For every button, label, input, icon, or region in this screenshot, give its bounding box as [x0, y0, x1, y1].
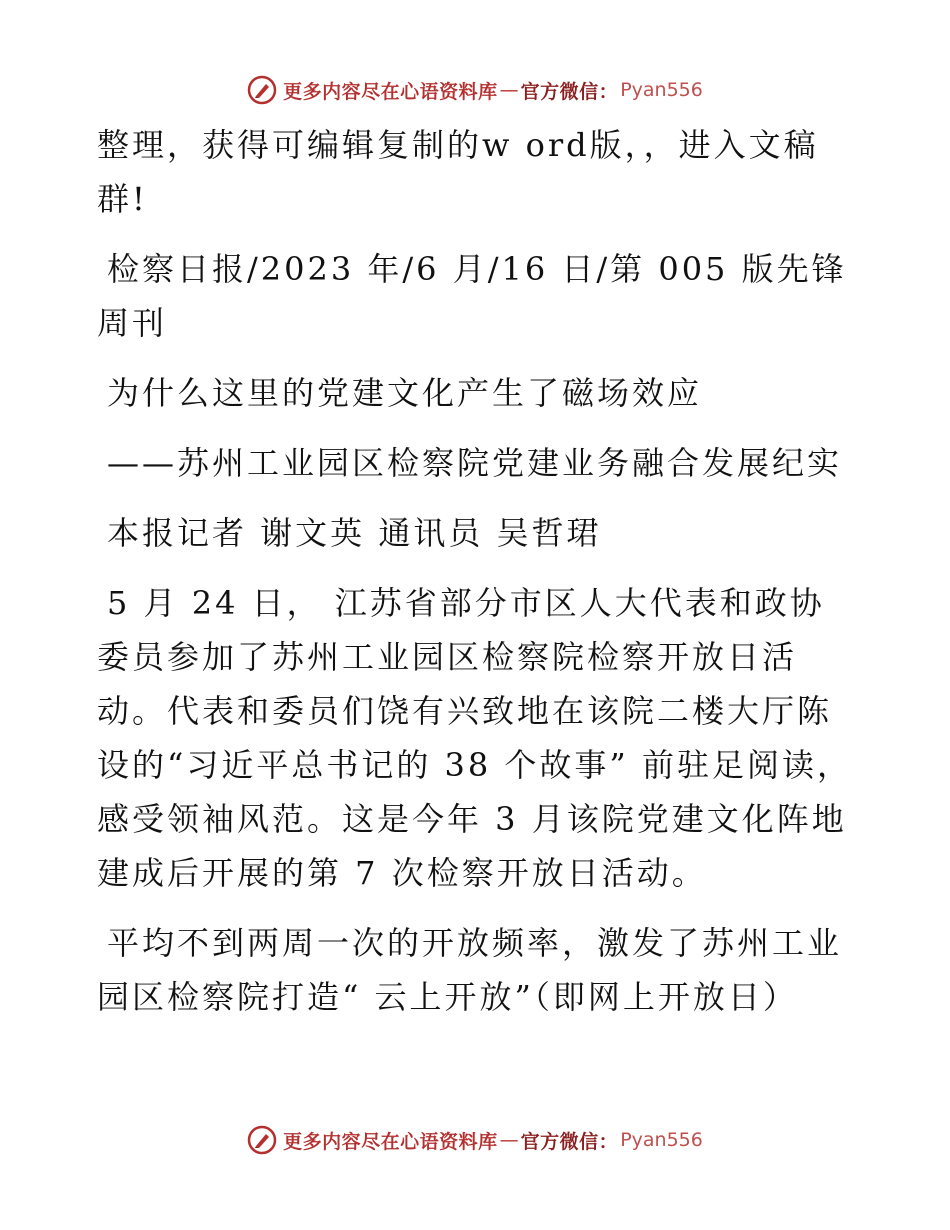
watermark-official-label: 官方微信： — [520, 80, 619, 103]
article-subtitle: ——苏州工业园区检察院党建业务融合发展纪实 — [107, 444, 843, 482]
article-title: 为什么这里的党建文化产生了磁场效应 — [107, 374, 703, 412]
watermark-site-name: 更多内容尽在心语资料库 — [283, 80, 498, 103]
footer-watermark — [0, 1120, 950, 1160]
body-paragraph: 5 月 24 日， 江苏省部分市区人大代表和政协委员参加了苏州工业园区检察院检察开放日活动。代表和委员们饶有兴致地在该院二楼大厅陈设的“习近平总书记的 38 个故事” 前驻足阅读，感受领袖风范。这是今年 3 月该院党建文化阵地建成后开展的第 7 次检察开放日活动。 — [97, 584, 852, 892]
watermark-site-name: 更多内容尽在心语资料库 — [283, 1130, 498, 1153]
watermark-official-label: 官方微信： — [520, 1130, 619, 1153]
watermark-wechat-id: Pyan556 — [620, 79, 703, 101]
pen-logo-icon — [247, 1125, 277, 1155]
watermark-dash: — — [499, 79, 519, 101]
watermark-dash: — — [499, 1129, 519, 1151]
document-body — [97, 118, 857, 1024]
intro-paragraph: 整理，获得可编辑复制的w ord版，，进入文稿群! — [97, 126, 819, 218]
byline: 本报记者 谢文英 通讯员 吴哲珺 — [107, 514, 602, 552]
header-watermark — [0, 70, 950, 110]
body-paragraph: 平均不到两周一次的开放频率，激发了苏州工业园区检察院打造“ 云上开放”（即网上开放日） — [97, 924, 843, 1016]
pen-logo-icon — [247, 75, 277, 105]
watermark-wechat-id: Pyan556 — [620, 1129, 703, 1151]
source-line: 检察日报/2023 年/6 月/16 日/第 005 版先锋周刊 — [97, 250, 847, 342]
